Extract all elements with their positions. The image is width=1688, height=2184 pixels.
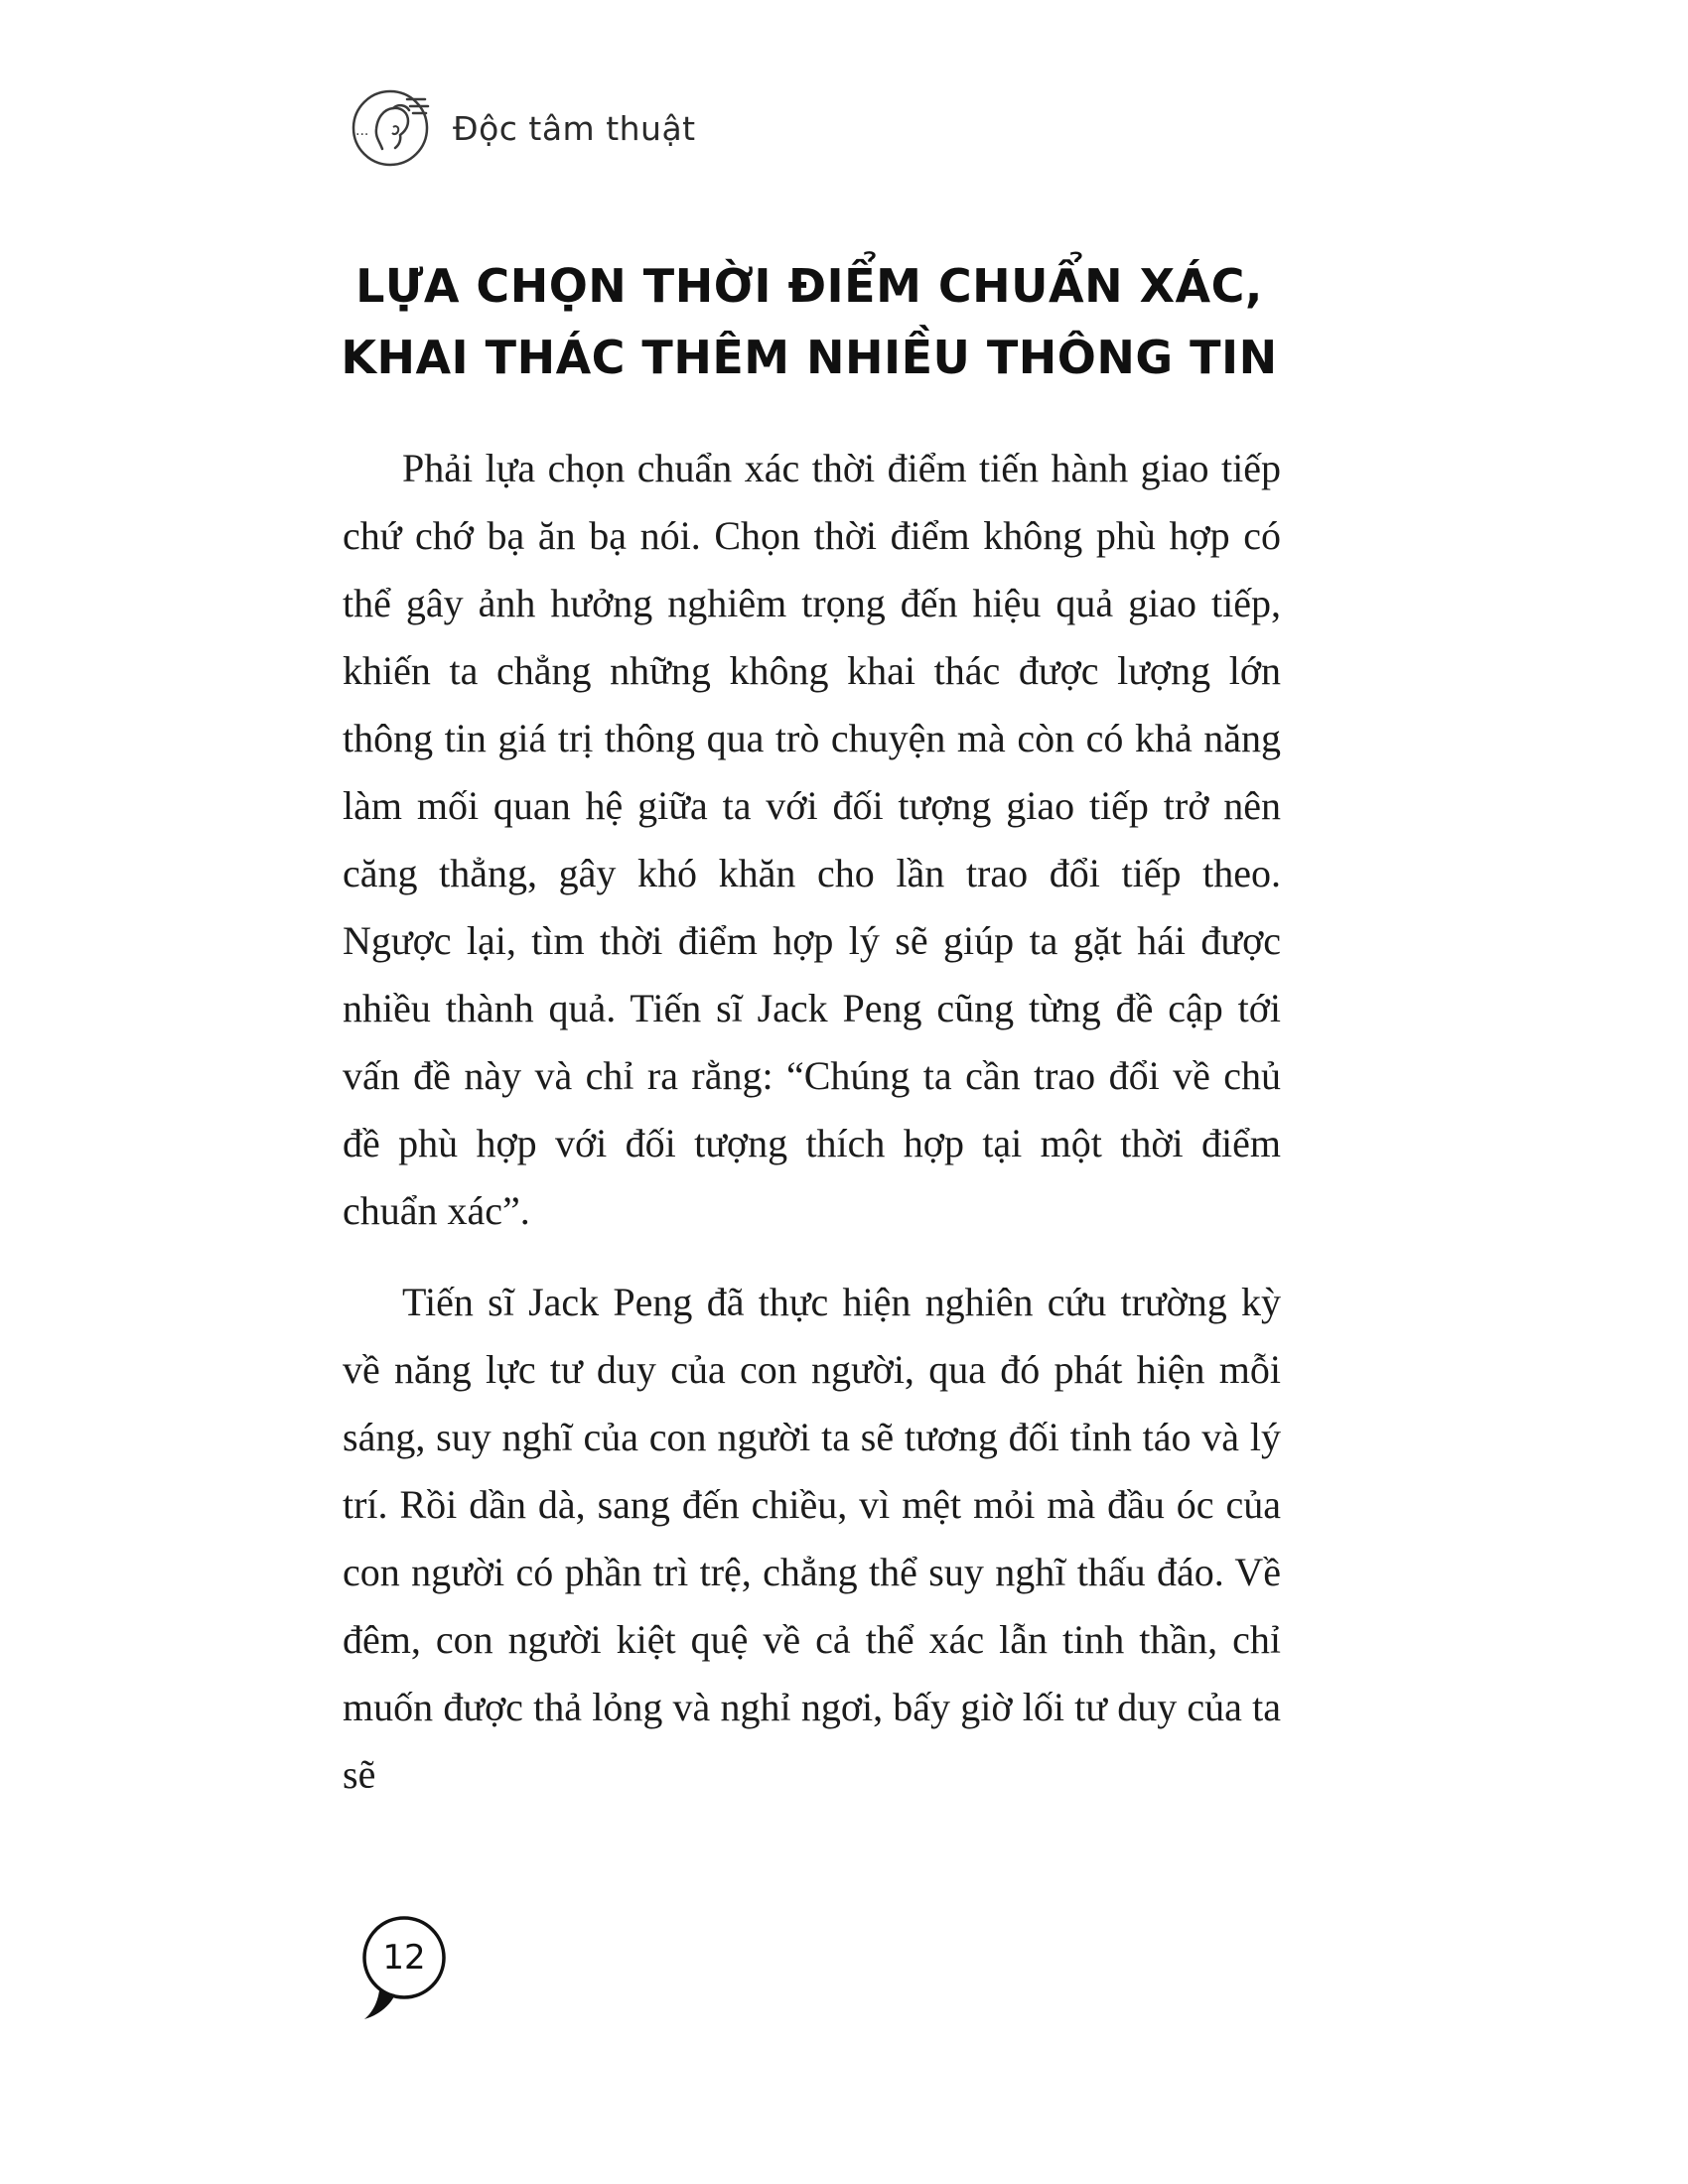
page-header bbox=[350, 87, 696, 169]
chapter-title bbox=[338, 250, 1281, 393]
book-title: Độc tâm thuật bbox=[453, 108, 696, 148]
paragraph-2: Tiến sĩ Jack Peng đã thực hiện nghiên cứu trường kỳ về năng lực tư duy của con người, qua đó phát hiện mỗi sáng, suy nghĩ của con người ta sẽ tương đối tỉnh táo và lý trí. Rồi dần dà, sang đến chiều, vì mệt mỏi mà đầu óc của con người có phần trì trệ, chẳng thể suy nghĩ thấu đáo. Về đêm, con người kiệt quệ về cả thể xác lẫn tinh thần, chỉ muốn được thả lỏng và nghỉ ngơi, bấy giờ lối tư duy của ta sẽ bbox=[343, 1280, 1281, 1797]
page-number-bubble bbox=[359, 1911, 455, 2022]
mind-reading-logo-icon bbox=[350, 87, 431, 169]
svg-text:...: ... bbox=[355, 123, 369, 139]
chapter-title-line2: KHAI THÁC THÊM NHIỀU THÔNG TIN bbox=[341, 331, 1278, 384]
body-text bbox=[343, 435, 1281, 1809]
paragraph-1: Phải lựa chọn chuẩn xác thời điểm tiến hành giao tiếp chứ chớ bạ ăn bạ nói. Chọn thời điểm không phù hợp có thể gây ảnh hưởng nghiêm trọng đến hiệu quả giao tiếp, khiến ta chẳng những không khai thác được lượng lớn thông tin giá trị thông qua trò chuyện mà còn có khả năng làm mối quan hệ giữa ta với đối tượng giao tiếp trở nên căng thẳng, gây khó khăn cho lần trao đổi tiếp theo. Ngược lại, tìm thời điểm hợp lý sẽ giúp ta gặt hái được nhiều thành quả. Tiến sĩ Jack Peng cũng từng đề cập tới vấn đề này và chỉ ra rằng: “Chúng ta cần trao đổi về chủ đề phù hợp với đối tượng thích hợp tại một thời điểm chuẩn xác”. bbox=[343, 446, 1281, 1233]
page-number: 12 bbox=[382, 1938, 426, 1978]
chapter-title-line1: LỰA CHỌN THỜI ĐIỂM CHUẨN XÁC, bbox=[355, 259, 1263, 313]
